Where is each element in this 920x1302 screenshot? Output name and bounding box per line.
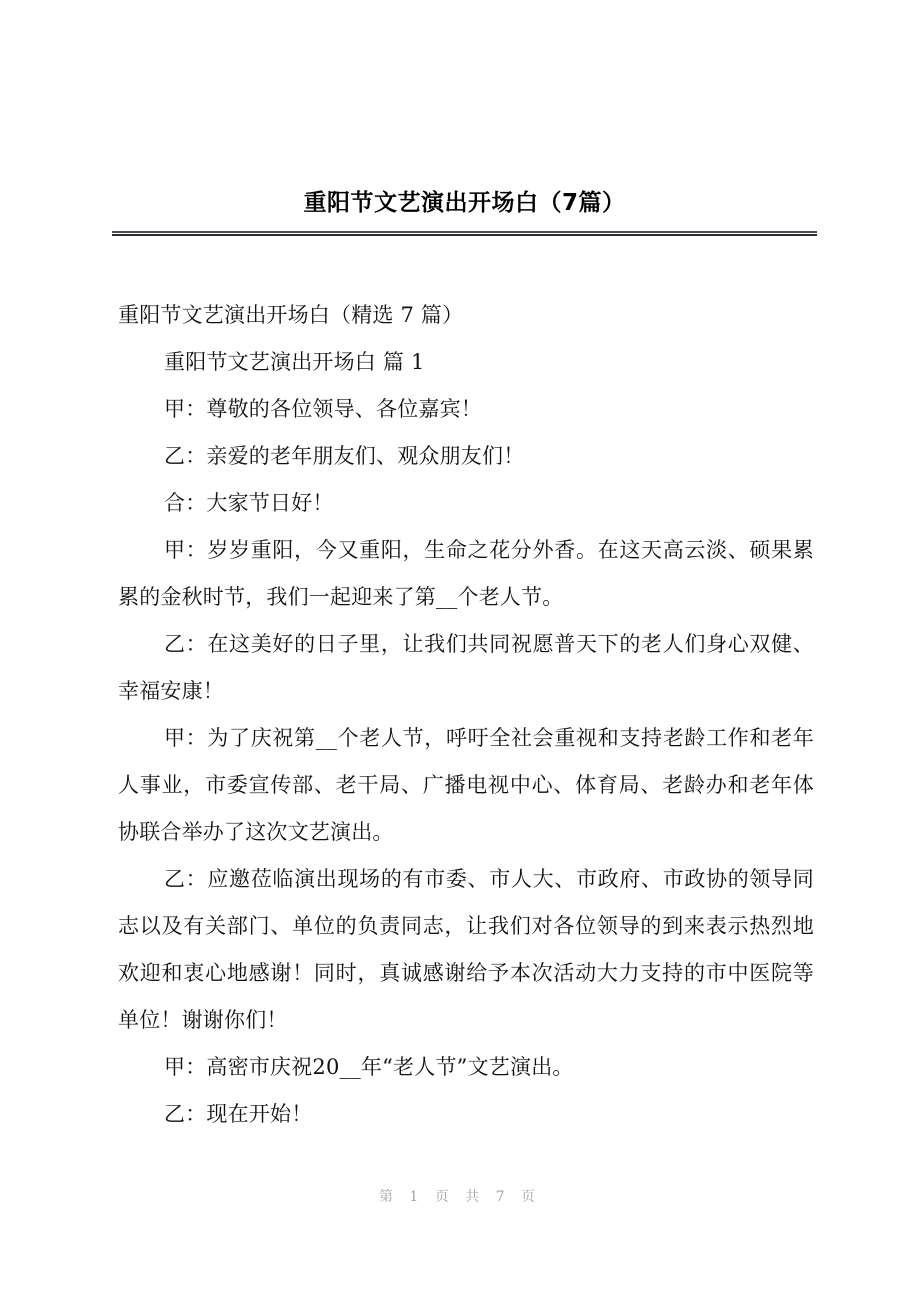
paragraph-dialogue: 甲：高密市庆祝20__年“老人节”文艺演出。 — [164, 1055, 574, 1079]
paragraph-dialogue: 乙：应邀莅临演出现场的有市委、市人大、市政府、市政协的领导同志以及有关部门、单位的负责同志，让我们对各位领导的到来表示热烈地欢迎和衷心地感谢！同时，真诚感谢给予本次活动大力支持的市中医院等单位！谢谢你们！ — [118, 867, 814, 1032]
page-title: 重阳节文艺演出开场白（7篇） — [303, 190, 626, 216]
document-footer — [0, 1186, 920, 1207]
document-header — [112, 186, 817, 236]
title-divider — [112, 231, 817, 236]
paragraph-intro: 重阳节文艺演出开场白（精选 7 篇） — [118, 303, 464, 327]
paragraph-dialogue: 甲：尊敬的各位领导、各位嘉宾！ — [164, 397, 482, 421]
document-body — [118, 292, 814, 1138]
paragraph-dialogue: 乙：现在开始！ — [164, 1102, 313, 1126]
paragraph-dialogue: 乙：亲爱的老年朋友们、观众朋友们！ — [164, 444, 525, 468]
paragraph-dialogue: 合：大家节日好！ — [164, 491, 334, 515]
page-number-indicator: 第 1 页 共 7 页 — [378, 1189, 542, 1205]
paragraph-section-head: 重阳节文艺演出开场白 篇 1 — [164, 350, 425, 374]
paragraph-dialogue: 乙：在这美好的日子里，让我们共同祝愿普天下的老人们身心双健、幸福安康！ — [118, 632, 814, 703]
paragraph-dialogue: 甲：为了庆祝第__个老人节，呼吁全社会重视和支持老龄工作和老年人事业，市委宣传部、老干局、广播电视中心、体育局、老龄办和老年体协联合举办了这次文艺演出。 — [118, 726, 814, 844]
paragraph-dialogue: 甲：岁岁重阳，今又重阳，生命之花分外香。在这天高云淡、硕果累累的金秋时节，我们一起迎来了第__个老人节。 — [118, 538, 814, 609]
